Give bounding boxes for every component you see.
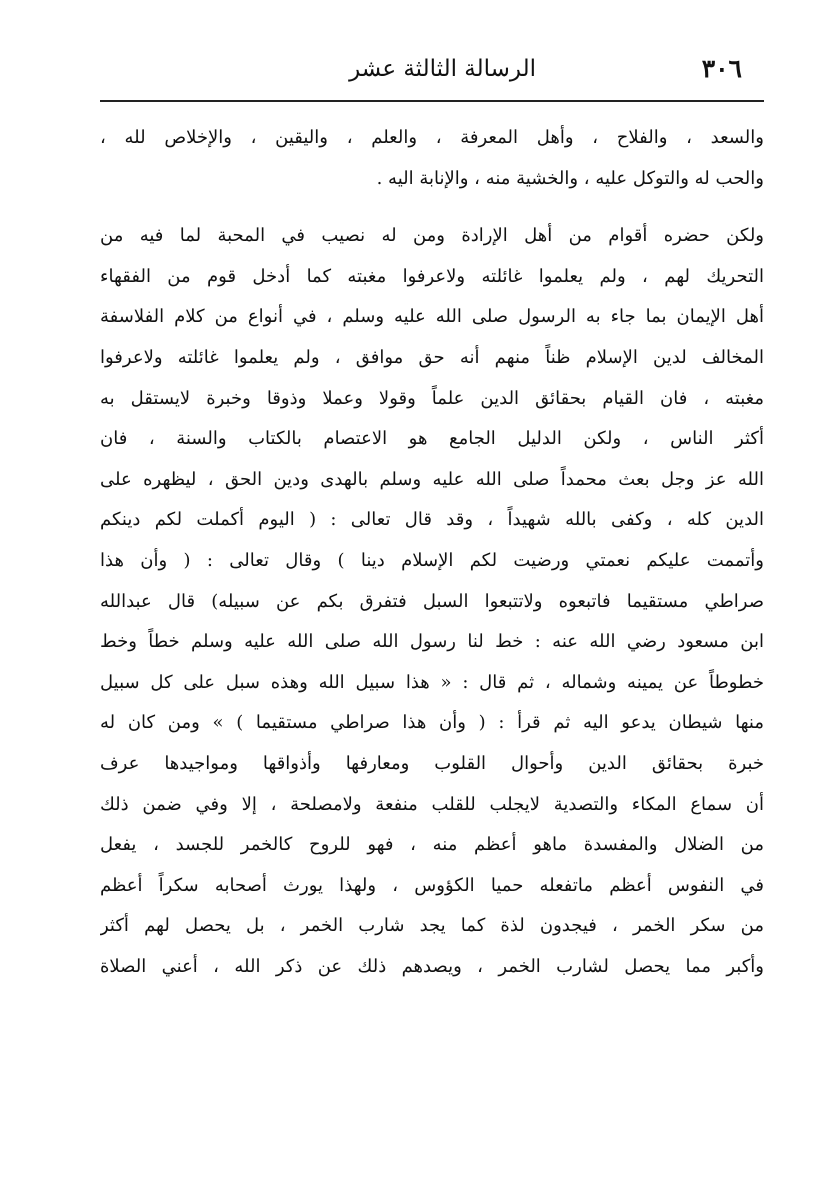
text-line: منها شيطان يدعو اليه ثم قرأ : ( وأن هذا صراطي مستقيما ) » ومن كان له: [100, 712, 764, 734]
text-line: أهل الإيمان بما جاء به الرسول صلى الله عليه وسلم ، في أنواع من كلام الفلاسفة: [100, 306, 764, 328]
text-line: من الضلال والمفسدة ماهو أعظم منه ، فهو للروح كالخمر للجسد ، يفعل: [100, 834, 764, 856]
running-title: الرسالة الثالثة عشر: [349, 56, 536, 82]
text-line: خبرة بحقائق الدين وأحوال القلوب ومعارفها وأذواقها ومواجيدها عرف: [100, 752, 764, 774]
header-rule: [100, 100, 764, 102]
text-line: أكثر الناس ، ولكن الدليل الجامع هو الاعتصام بالكتاب والسنة ، فان: [100, 428, 764, 450]
paragraph-gap: [100, 199, 764, 216]
text-line: في النفوس أعظم ماتفعله حميا الكؤوس ، ولهذا يورث أصحابه سكراً أعظم: [100, 874, 764, 896]
text-line: والحب له والتوكل عليه ، والخشية منه ، والإنابة اليه .: [376, 167, 764, 189]
text-line: وأتممت عليكم نعمتي ورضيت لكم الإسلام دينا ) وقال تعالى : ( وأن هذا: [100, 549, 764, 571]
text-line: الله عز وجل بعث محمداً صلى الله عليه وسلم بالهدى ودين الحق ، ليظهره على: [100, 468, 764, 490]
text-line: الدين كله ، وكفى بالله شهيداً ، وقد قال تعالى : ( اليوم أكملت لكم دينكم: [100, 509, 764, 531]
text-line: أن سماع المكاء والتصدية لايجلب للقلب منفعة ولامصلحة ، إلا وفي ضمن ذلك: [100, 793, 764, 815]
text-line: مغبته ، فان القيام بحقائق الدين علماً وقولا وعملا وذوقا وخبرة لايستقل به: [100, 387, 764, 409]
text-line: والسعد ، والفلاح ، وأهل المعرفة ، والعلم ، واليقين ، والإخلاص لله ،: [100, 127, 764, 148]
paragraph-continuation: [100, 118, 764, 199]
text-line: ابن مسعود رضي الله عنه : خط لنا رسول الله صلى الله عليه وسلم خطاً وخط: [100, 631, 764, 653]
text-line: المخالف لدين الإسلام ظناً منهم أنه حق موافق ، ولم يعلموا غائلته ولاعرفوا: [100, 346, 764, 368]
text-line: ولكن حضره أقوام من أهل الإرادة ومن له نصيب في المحبة لما فيه من: [100, 225, 764, 247]
body-text: [100, 118, 764, 987]
page-header: [100, 52, 764, 100]
text-line: صراطي مستقيما فاتبعوه ولاتتبعوا السبل فتفرق بكم عن سبيله) قال عبدالله: [100, 590, 764, 612]
text-line: التحريك لهم ، ولم يعلموا غائلته ولاعرفوا مغبته كما أدخل قوم من الفقهاء: [100, 265, 764, 287]
text-line: وأكبر مما يحصل لشارب الخمر ، ويصدهم ذلك عن ذكر الله ، أعني الصلاة: [100, 955, 764, 977]
text-line: من سكر الخمر ، فيجدون لذة كما يجد شارب الخمر ، بل يحصل لهم أكثر: [100, 915, 764, 937]
paragraph: [100, 216, 764, 987]
page-number: ٣٠٦: [701, 54, 742, 83]
text-line: خطوطاً عن يمينه وشماله ، ثم قال : « هذا سبيل الله وهذه سبل على كل سبيل: [100, 671, 764, 693]
